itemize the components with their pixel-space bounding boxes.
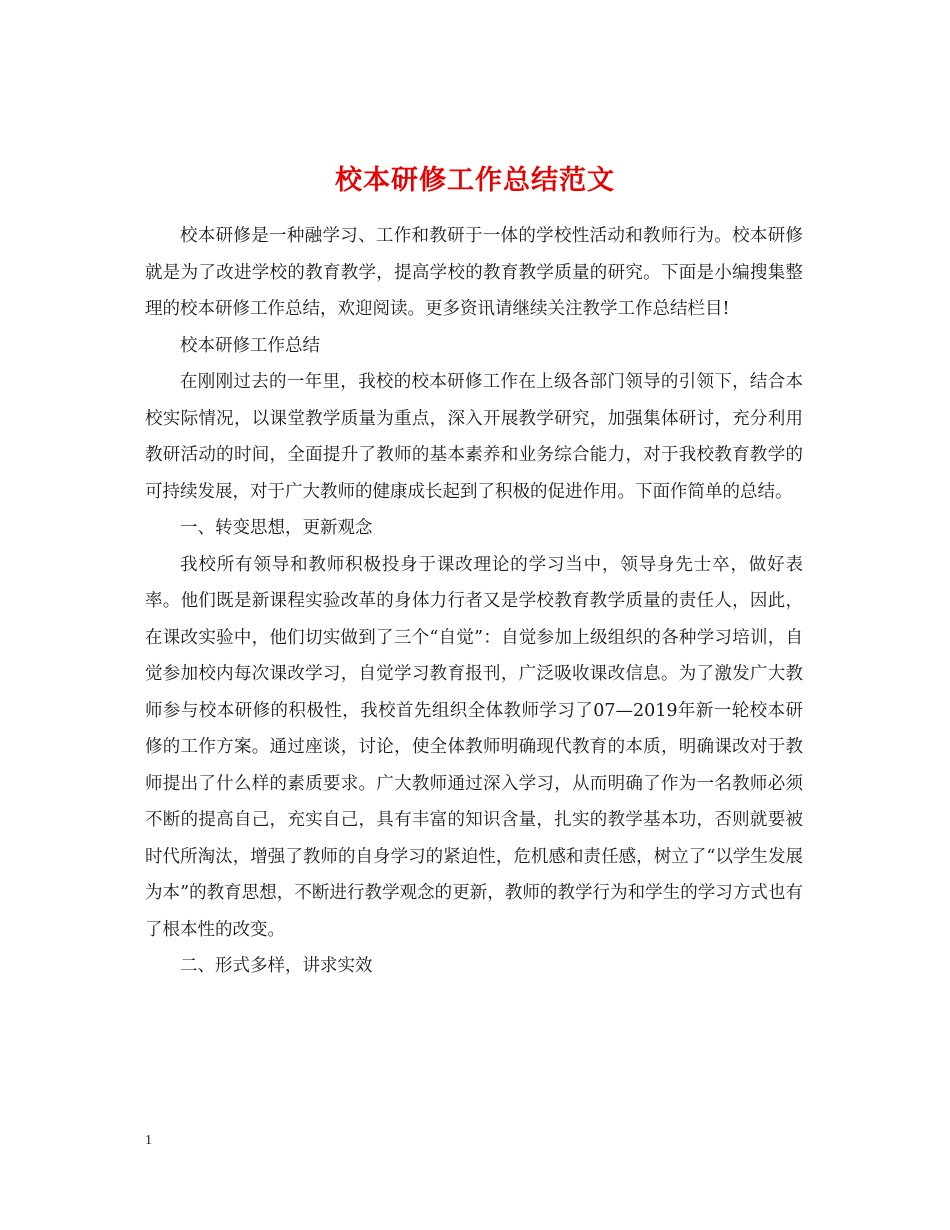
intro-paragraph: 校本研修是一种融学习、工作和教研于一体的学校性活动和教师行为。校本研修就是为了改进学校的教育教学，提高学校的教育教学质量的研究。下面是小编搜集整理的校本研修工作总结，欢迎阅读。更多资讯请继续关注教学工作总结栏目! [145,226,803,319]
page-title: 校本研修工作总结范文 [335,165,615,197]
section-heading-2: 二、形式多样，讲求实效 [180,956,373,976]
summary-paragraph: 在刚刚过去的一年里，我校的校本研修工作在上级各部门领导的引领下，结合本校实际情况，以课堂教学质量为重点，深入开展教学研究，加强集体研讨，充分利用教研活动的时间，全面提升了教师的基本素养和业务综合能力，对于我校教育教学的可持续发展，对于广大教师的健康成长起到了积极的促进作用。下面作简单的总结。 [145,372,803,502]
section-1-paragraph: 我校所有领导和教师积极投身于课改理论的学习当中，领导身先士卒，做好表率。他们既是新课程实验改革的身体力行者又是学校教育教学质量的责任人，因此，在课改实验中，他们切实做到了三个“自觉”：自觉参加上级组织的各种学习培训，自觉参加校内每次课改学习，自觉学习教育报刊，广泛吸收课改信息。为了激发广大教师参与校本研修的积极性，我校首先组织全体教师学习了07—2019年新一轮校本研修的工作方案。通过座谈，讨论，使全体教师明确现代教育的本质，明确课改对于教师提出了什么样的素质要求。广大教师通过深入学习，从而明确了作为一名教师必须不断的提高自己，充实自己，具有丰富的知识含量，扎实的教学基本功，否则就要被时代所淘汰，增强了教师的自身学习的紧迫性，危机感和责任感，树立了“以学生发展为本”的教育思想，不断进行教学观念的更新，教师的教学行为和学生的学习方式也有了根本性的改变。 [145,554,803,940]
section-heading-summary: 校本研修工作总结 [180,335,320,356]
document-body [145,218,803,985]
section-heading-1: 一、转变思想，更新观念 [180,518,373,538]
page-number: 1 [145,1133,152,1148]
